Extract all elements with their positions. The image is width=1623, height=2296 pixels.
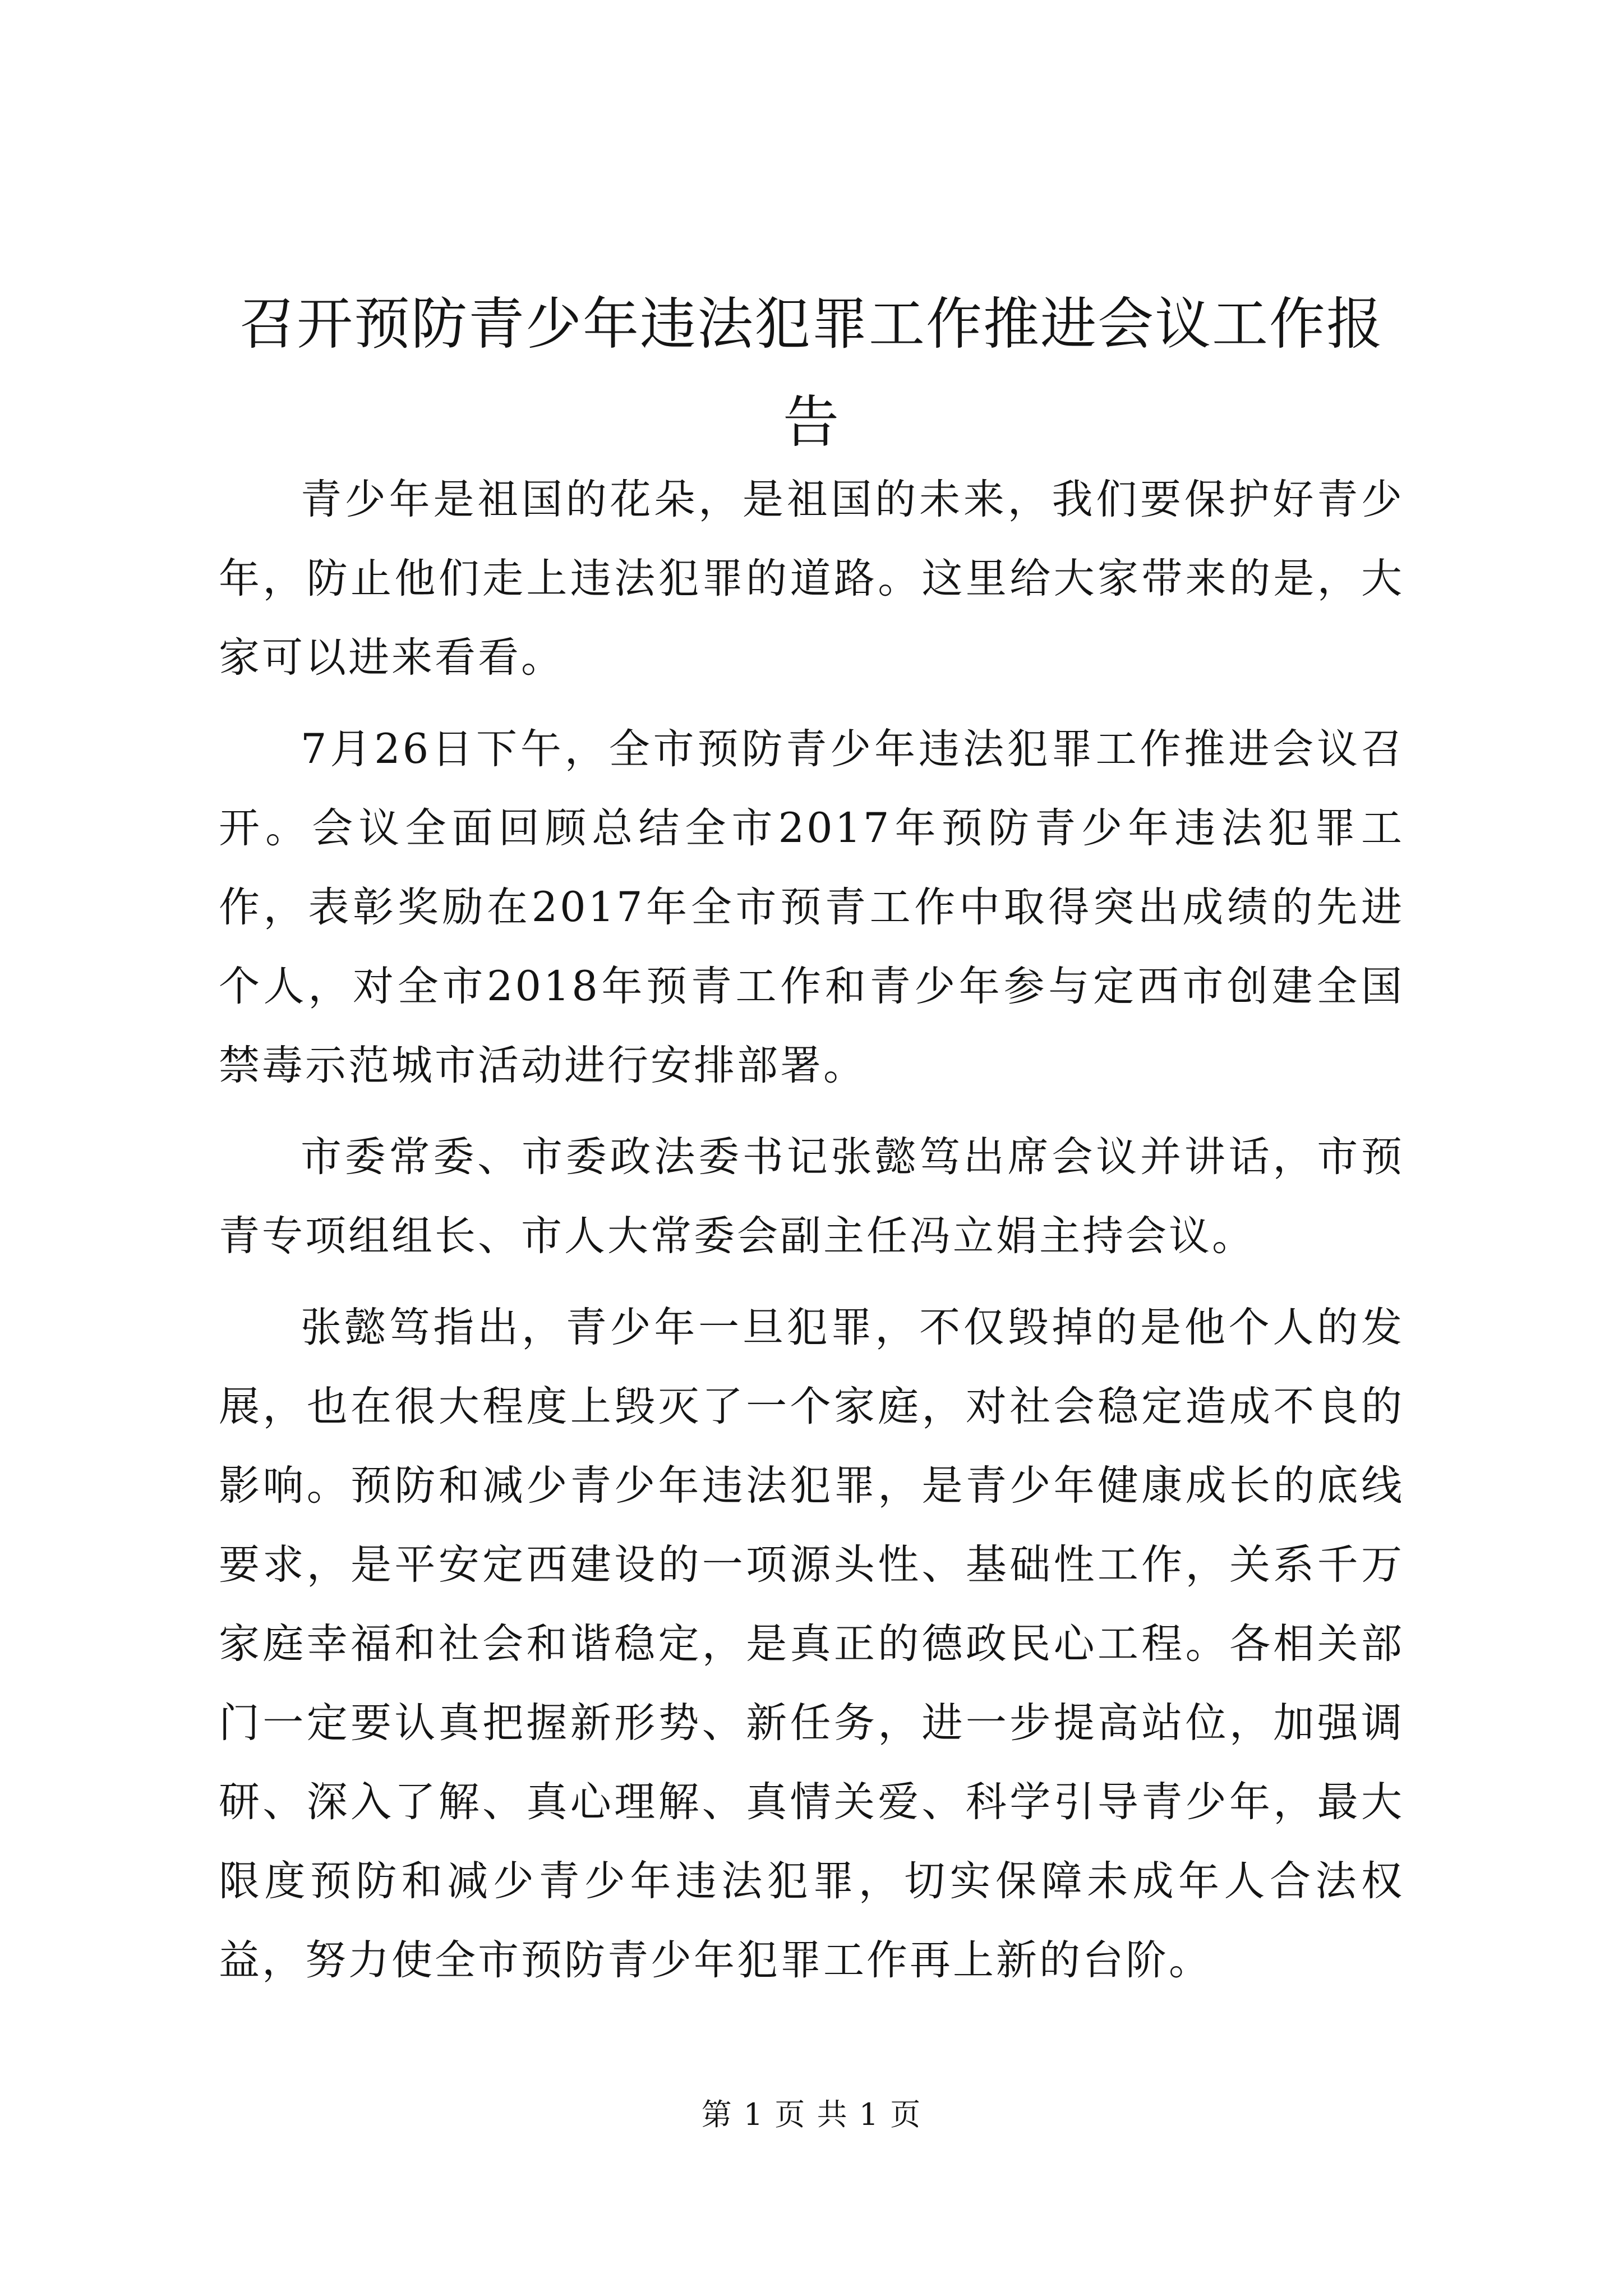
document-title: 召开预防青少年违法犯罪工作推进会议工作报告: [239, 291, 1384, 455]
document-body: [219, 460, 1404, 2012]
paragraph-speech: 张懿笃指出，青少年一旦犯罪，不仅毁掉的是他个人的发展，也在很大程度上毁灭了一个家庭，对社会稳定造成不良的影响。预防和减少青少年违法犯罪，是青少年健康成长的底线要求，是平安定西建设的一项源头性、基础性工作，关系千万家庭幸福和社会和谐稳定，是真正的德政民心工程。各相关部门一定要认真把握新形势、新任务，进一步提高站位，加强调研、深入了解、真心理解、真情关爱、科学引导青少年，最大限度预防和减少青少年违法犯罪，切实保障未成年人合法权益，努力使全市预防青少年犯罪工作再上新的台阶。: [219, 1304, 1404, 1984]
paragraph-intro: 青少年是祖国的花朵，是祖国的未来，我们要保护好青少年，防止他们走上违法犯罪的道路。这里给大家带来的是，大家可以进来看看。: [219, 476, 1404, 682]
paragraph-attendance: 市委常委、市委政法委书记张懿笃出席会议并讲话，市预青专项组组长、市人大常委会副主任冯立娟主持会议。: [219, 1133, 1404, 1260]
paragraph-meeting: 7月26日下午，全市预防青少年违法犯罪工作推进会议召开。会议全面回顾总结全市2017年预防青少年违法犯罪工作，表彰奖励在2017年全市预青工作中取得突出成绩的先进个人，对全市2018年预青工作和青少年参与定西市创建全国禁毒示范城市活动进行安排部署。: [219, 725, 1404, 1089]
page-number-footer: 第 1 页 共 1 页: [701, 2097, 922, 2132]
